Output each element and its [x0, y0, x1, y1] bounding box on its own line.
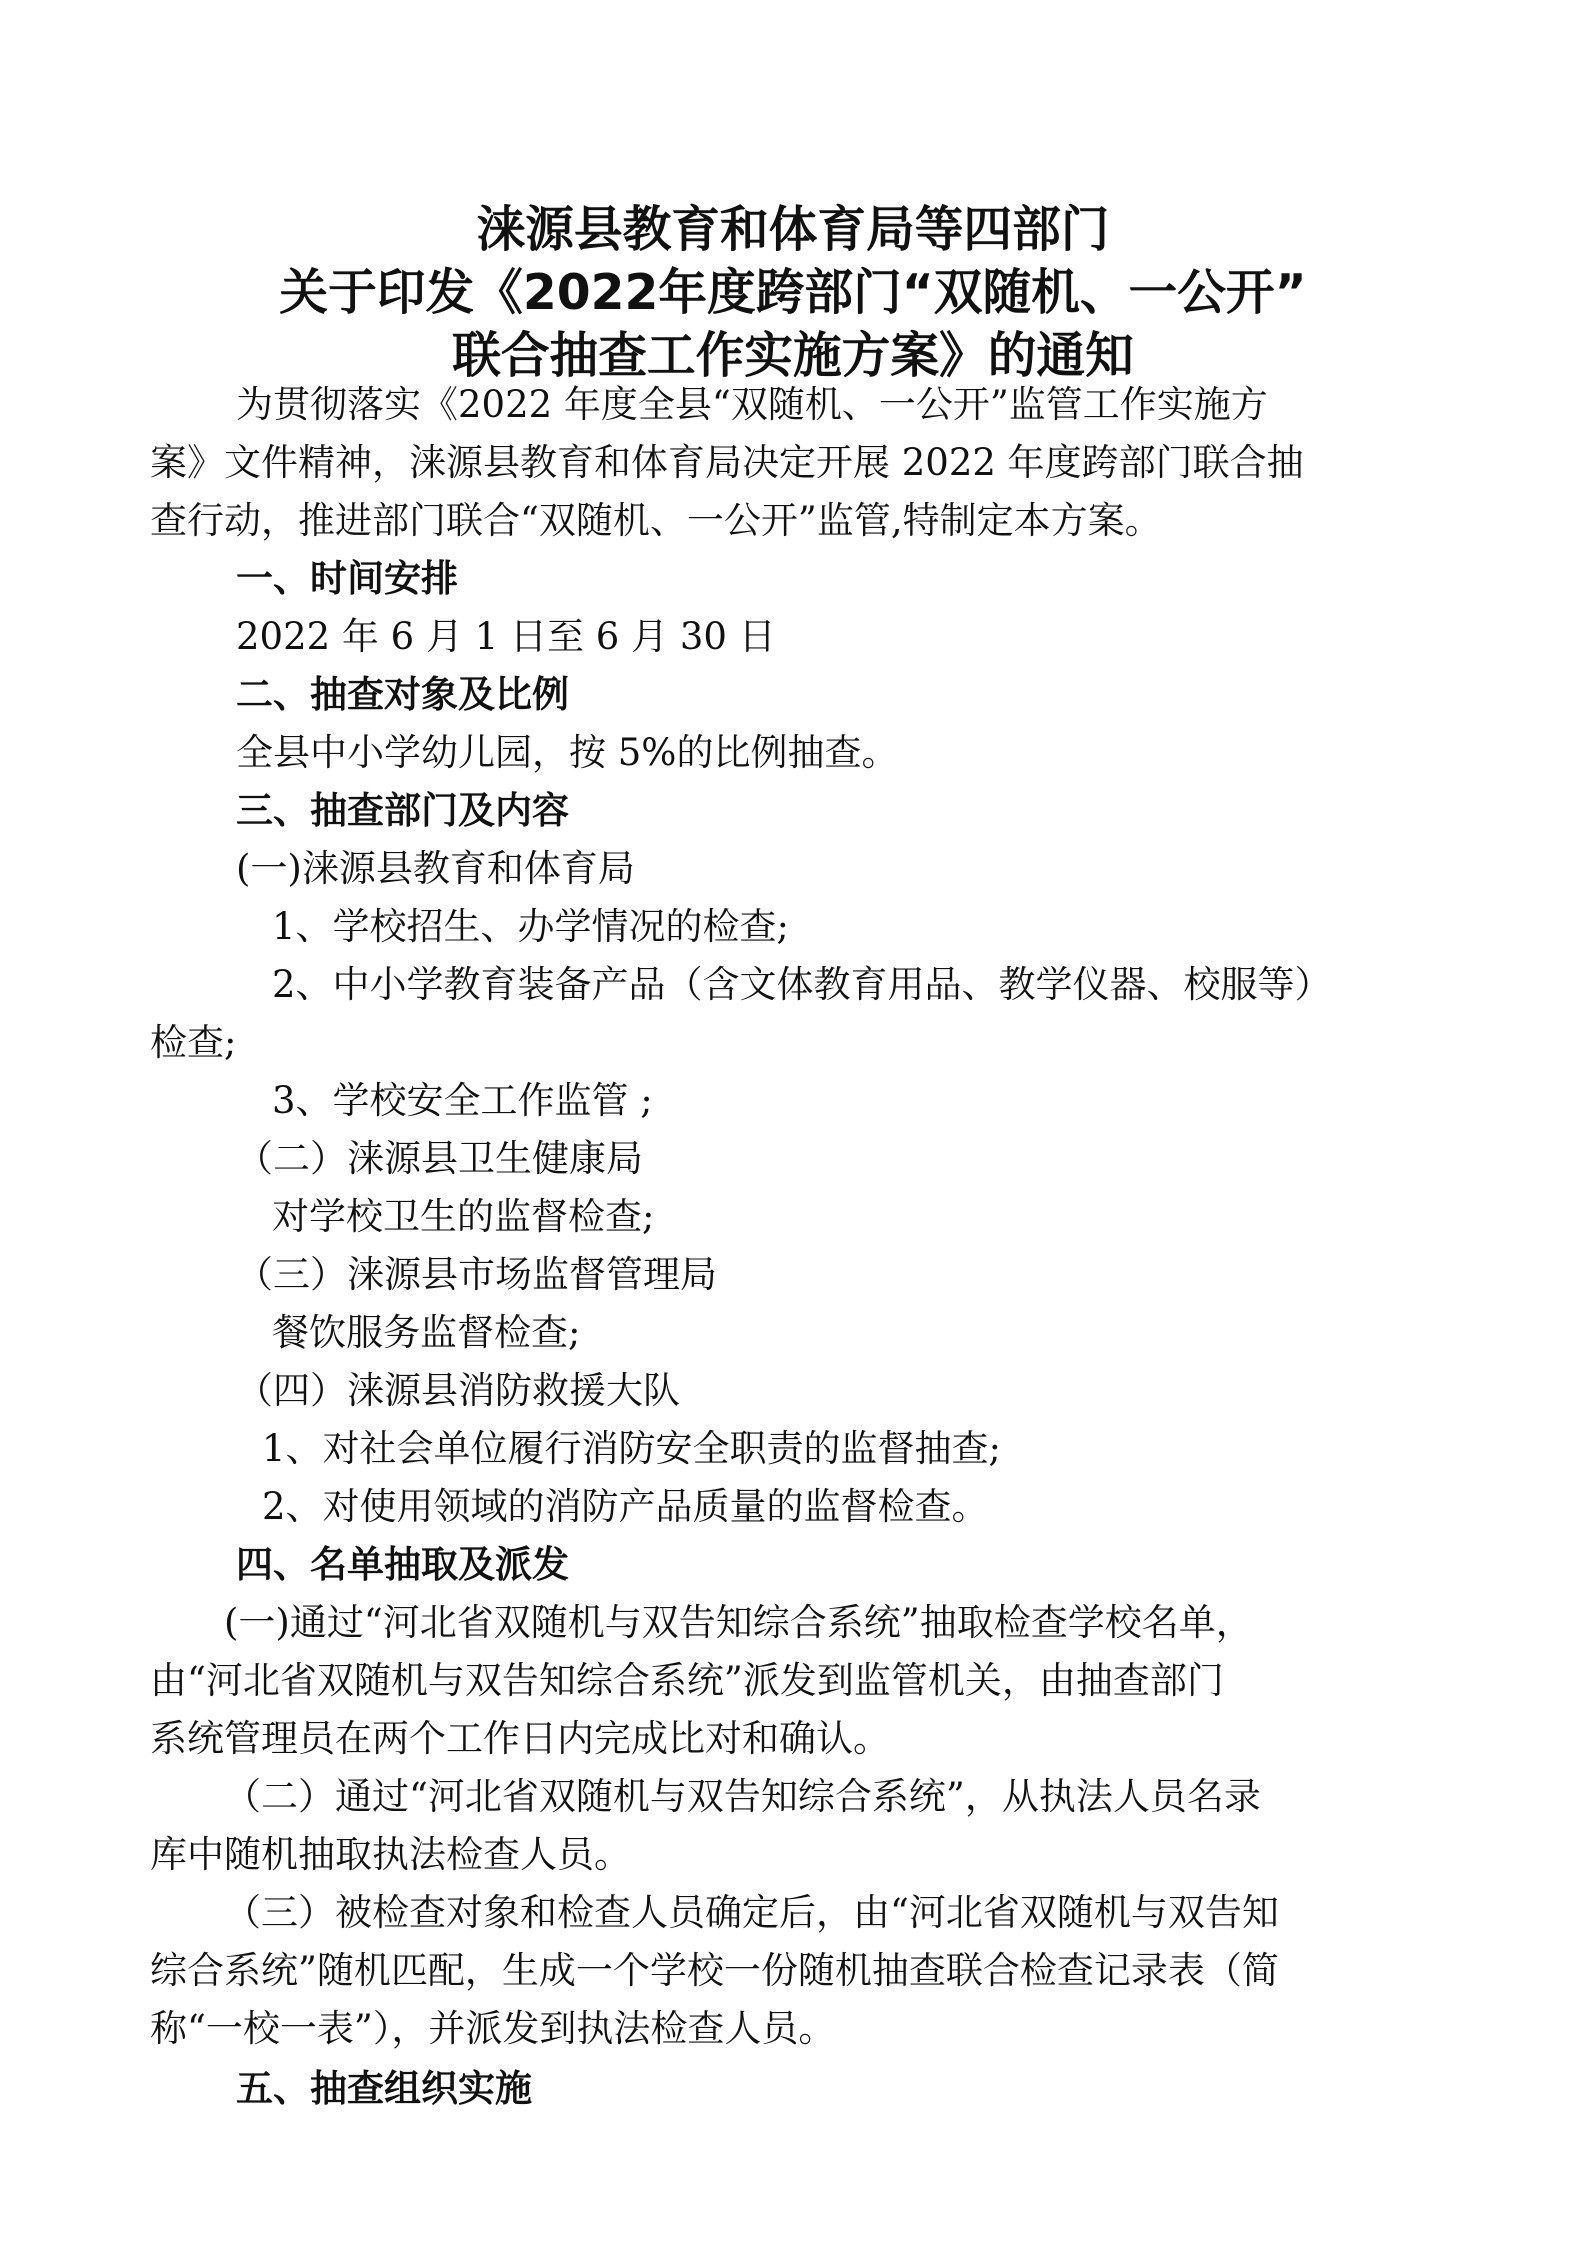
dept-4-item-1: 1、对社会单位履行消防安全职责的监督抽查;: [262, 1427, 1002, 1470]
dept-1-name: (一)涞源县教育和体育局: [236, 847, 635, 890]
section-4-p3-line-3: 称“一校一表”），并派发到执法检查人员。: [150, 2007, 836, 2050]
dept-4-name: （四）涞源县消防救援大队: [236, 1369, 680, 1412]
section-4-p3-line-1: （三）被检查对象和检查人员确定后，由“河北省双随机与双告知: [224, 1891, 1279, 1934]
section-1-heading: 一、时间安排: [236, 557, 458, 600]
section-1-text: 2022 年 6 月 1 日至 6 月 30 日: [236, 615, 776, 658]
section-4-heading: 四、名单抽取及派发: [236, 1543, 569, 1586]
section-4-p1-line-3: 系统管理员在两个工作日内完成比对和确认。: [150, 1717, 890, 1760]
dept-4-item-2: 2、对使用领域的消防产品质量的监督检查。: [262, 1485, 989, 1528]
section-3-heading: 三、抽查部门及内容: [236, 789, 569, 832]
dept-1-item-1: 1、学校招生、办学情况的检查;: [272, 905, 790, 948]
dept-1-item-2-line-1: 2、中小学教育装备产品（含文体教育用品、教学仪器、校服等）: [272, 963, 1332, 1006]
dept-1-item-2-line-2: 检查;: [150, 1021, 237, 1064]
section-4-p2-line-2: 库中随机抽取执法检查人员。: [150, 1833, 631, 1876]
dept-3-name: （三）涞源县市场监督管理局: [236, 1253, 717, 1296]
section-4-p1-line-2: 由“河北省双随机与双告知综合系统”派发到监管机关，由抽查部门: [150, 1659, 1224, 1702]
section-4-p3-line-2: 综合系统”随机匹配，生成一个学校一份随机抽查联合检查记录表（简: [150, 1949, 1279, 1992]
section-4-p1-line-1: (一)通过“河北省双随机与双告知综合系统”抽取检查学校名单，: [224, 1601, 1253, 1644]
intro-line-3: 查行动，推进部门联合“双随机、一公开”监管,特制定本方案。: [150, 499, 1162, 542]
dept-2-name: （二）涞源县卫生健康局: [236, 1137, 643, 1180]
document-title-line-3: 联合抽查工作实施方案》的通知: [452, 328, 1134, 384]
section-5-heading: 五、抽查组织实施: [236, 2067, 532, 2110]
document-title-line-2: 关于印发《2022年度跨部门“双随机、一公开”: [279, 265, 1307, 321]
dept-1-item-3: 3、学校安全工作监管 ;: [272, 1079, 653, 1122]
intro-line-1: 为贯彻落实《2022 年度全县“双随机、一公开”监管工作实施方: [236, 383, 1268, 426]
section-2-heading: 二、抽查对象及比例: [236, 673, 569, 716]
section-4-p2-line-1: （二）通过“河北省双随机与双告知综合系统”，从执法人员名录: [224, 1775, 1261, 1818]
dept-3-item: 餐饮服务监督检查;: [272, 1311, 581, 1354]
document-title-line-1: 涞源县教育和体育局等四部门: [476, 202, 1110, 258]
dept-2-item: 对学校卫生的监督检查;: [272, 1195, 655, 1238]
section-2-text: 全县中小学幼儿园，按 5%的比例抽查。: [236, 731, 899, 774]
intro-line-2: 案》文件精神，涞源县教育和体育局决定开展 2022 年度跨部门联合抽: [150, 441, 1304, 484]
